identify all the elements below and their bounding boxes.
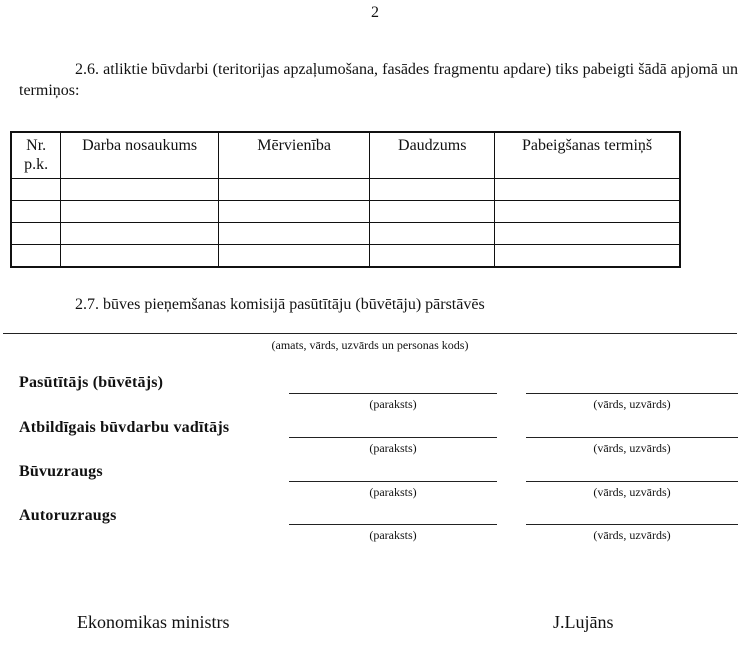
table-cell[interactable] <box>495 245 680 268</box>
works-table <box>10 131 681 268</box>
role-site-manager: Atbildīgais būvdarbu vadītājs <box>19 419 230 436</box>
role-author-supervisor: Autoruzraugs <box>19 507 117 524</box>
table-row <box>11 201 680 223</box>
table-cell[interactable] <box>11 179 61 201</box>
minister-title: Ekonomikas ministrs <box>77 612 230 632</box>
signature-line[interactable] <box>289 481 497 482</box>
signature-line[interactable] <box>289 393 497 394</box>
table-header-row <box>11 132 680 179</box>
role-client: Pasūtītājs (būvētājs) <box>19 374 164 391</box>
signature-line[interactable] <box>289 524 497 525</box>
table-row <box>11 245 680 268</box>
table-row <box>11 179 680 201</box>
name-caption: (vārds, uzvārds) <box>593 528 671 542</box>
header-nr-line2: p.k. <box>24 156 49 173</box>
table-cell[interactable] <box>11 201 61 223</box>
table-cell[interactable] <box>495 201 680 223</box>
signature-caption: (paraksts) <box>369 441 417 455</box>
signature-caption: (paraksts) <box>369 397 417 411</box>
section-2-7-text: 2.7. būves pieņemšanas komisijā pasūtītāju (būvētāju) pārstāvēs <box>75 296 485 313</box>
table-row <box>11 223 680 245</box>
representative-line[interactable] <box>3 333 737 334</box>
header-nr <box>11 132 61 179</box>
table-cell[interactable] <box>218 179 370 201</box>
table-cell[interactable] <box>61 245 219 268</box>
signature-line[interactable] <box>289 437 497 438</box>
header-quantity: Daudzums <box>370 132 495 179</box>
table-cell[interactable] <box>218 245 370 268</box>
header-work-name: Darba nosaukums <box>61 132 219 179</box>
table-cell[interactable] <box>61 223 219 245</box>
name-line[interactable] <box>526 524 738 525</box>
table-cell[interactable] <box>11 245 61 268</box>
section-2-6-text: 2.6. atliktie būvdarbi (teritorijas apzaļumošana, fasādes fragmentu apdare) tiks pabeigti šādā apjomā un termiņos: <box>19 61 738 99</box>
name-line[interactable] <box>526 393 738 394</box>
table-cell[interactable] <box>495 223 680 245</box>
table-cell[interactable] <box>370 223 495 245</box>
name-caption: (vārds, uzvārds) <box>593 485 671 499</box>
role-construction-supervisor: Būvuzraugs <box>19 463 103 480</box>
table-cell[interactable] <box>370 245 495 268</box>
signature-caption: (paraksts) <box>369 528 417 542</box>
table-cell[interactable] <box>370 201 495 223</box>
name-caption: (vārds, uzvārds) <box>593 441 671 455</box>
table-cell[interactable] <box>370 179 495 201</box>
header-nr-line1: Nr. <box>26 137 47 154</box>
name-line[interactable] <box>526 481 738 482</box>
table-cell[interactable] <box>61 201 219 223</box>
table-cell[interactable] <box>11 223 61 245</box>
representative-caption: (amats, vārds, uzvārds un personas kods) <box>271 338 469 352</box>
name-line[interactable] <box>526 437 738 438</box>
table-cell[interactable] <box>218 223 370 245</box>
table-cell[interactable] <box>218 201 370 223</box>
header-unit: Mērvienība <box>218 132 370 179</box>
page-number: 2 <box>371 4 379 21</box>
table-cell[interactable] <box>495 179 680 201</box>
header-completion-date: Pabeigšanas termiņš <box>495 132 680 179</box>
name-caption: (vārds, uzvārds) <box>593 397 671 411</box>
minister-name: J.Lujāns <box>553 612 614 632</box>
table-cell[interactable] <box>61 179 219 201</box>
signature-caption: (paraksts) <box>369 485 417 499</box>
